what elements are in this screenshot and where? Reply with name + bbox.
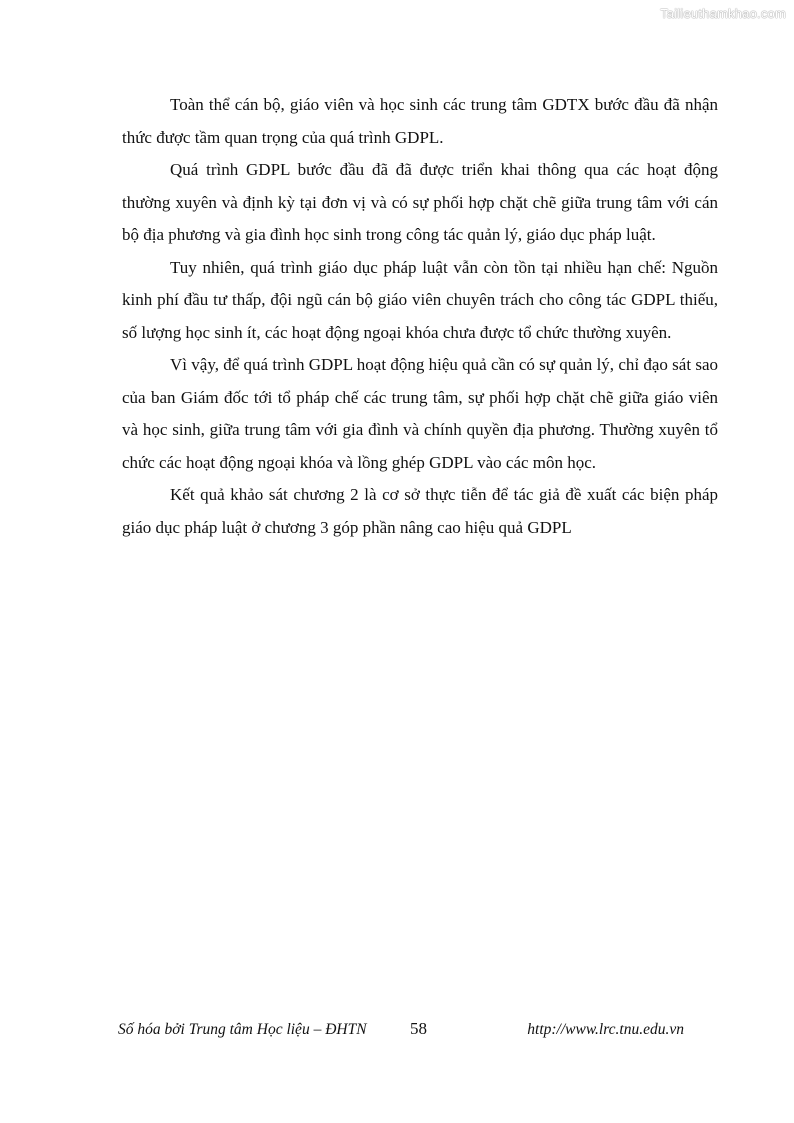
paragraph-1: Toàn thể cán bộ, giáo viên và học sinh các trung tâm GDTX bước đầu đã nhận thức được tầm quan trọng của quá trình GDPL. — [122, 95, 718, 147]
paragraph-5: Kết quả khảo sát chương 2 là cơ sở thực tiễn để tác giả đề xuất các biện pháp giáo dục pháp luật ở chương 3 góp phần nâng cao hiệu quả GDPL — [122, 485, 718, 537]
page-number: 58 — [410, 1019, 427, 1038]
footer-digitized-by: Số hóa bởi Trung tâm Học liệu – ĐHTN — [118, 1021, 367, 1038]
page-footer — [118, 1019, 684, 1043]
footer-url-link[interactable]: http://www.lrc.tnu.edu.vn — [527, 1021, 684, 1038]
paragraph-4: Vì vậy, để quá trình GDPL hoạt động hiệu quả cần có sự quản lý, chỉ đạo sát sao của ban Giám đốc tới tổ pháp chế các trung tâm, sự phối hợp chặt chẽ giữa giáo viên và học sinh, giữa trung tâm với gia đình và chính quyền địa phương. Thường xuyên tổ chức các hoạt động ngoại khóa và lồng ghép GDPL vào các môn học. — [122, 355, 718, 472]
paragraph-3: Tuy nhiên, quá trình giáo dục pháp luật vẫn còn tồn tại nhiều hạn chế: Nguồn kinh phí đầu tư thấp, đội ngũ cán bộ giáo viên chuyên trách cho công tác GDPL thiếu, số lượng học sinh ít, các hoạt động ngoại khóa chưa được tổ chức thường xuyên. — [122, 257, 718, 342]
paragraph-2: Quá trình GDPL bước đầu đã đã được triển khai thông qua các hoạt động thường xuyên và định kỳ tại đơn vị và có sự phối hợp chặt chẽ giữa trung tâm với cán bộ địa phương và gia đình học sinh trong công tác quản lý, giáo dục pháp luật. — [122, 160, 718, 244]
watermark-text: Tailieuthamkhao.com — [660, 6, 786, 21]
document-body — [122, 89, 718, 544]
